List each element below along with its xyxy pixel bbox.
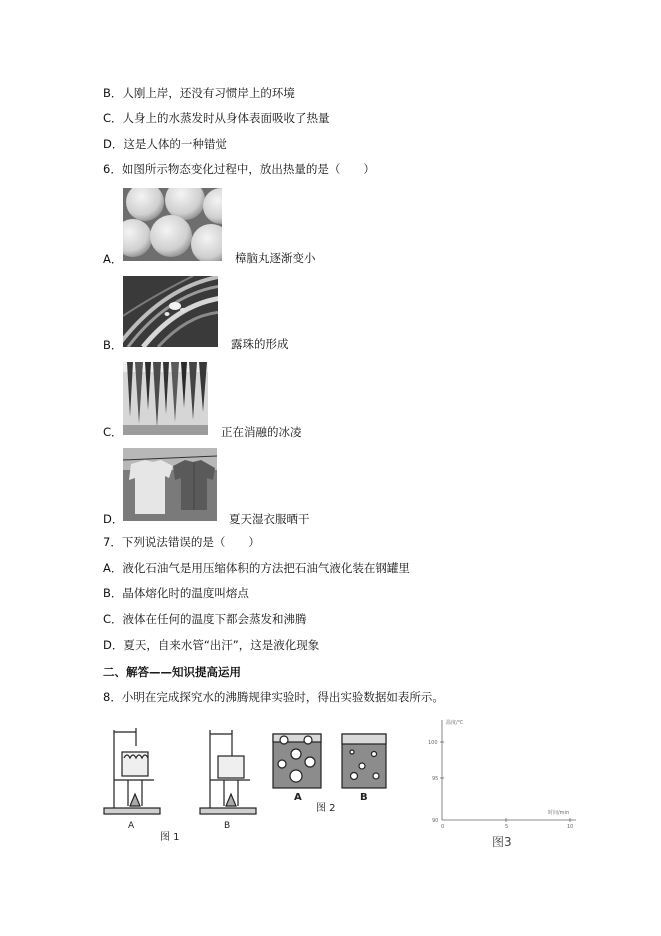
x-axis-label: 时间/min xyxy=(548,810,570,816)
y-tick-90: 90 xyxy=(432,818,439,824)
q8-stem: 8．小明在完成探究水的沸腾规律实验时，得出实验数据如表所示。 xyxy=(103,690,444,704)
q7-stem: 7．下列说法错误的是（ ） xyxy=(103,535,260,549)
q7-option-b: B．晶体熔化时的温度叫熔点 xyxy=(103,586,249,600)
q6-option-c-letter: C． xyxy=(103,425,123,439)
figure-3-caption: 图3 xyxy=(492,835,512,849)
section-title: 二、解答——知识提高运用 xyxy=(103,665,241,679)
figure-1-drawing xyxy=(100,722,270,844)
figure-2 xyxy=(270,730,390,814)
q6-option-d-letter: D． xyxy=(103,512,124,526)
q6-stem: 6．如图所示物态变化过程中，放出热量的是（ ） xyxy=(103,162,375,176)
mothballs-photo xyxy=(123,188,222,261)
q7-option-d: D．夏天，自来水管“出汗”，这是液化现象 xyxy=(103,638,320,652)
dew-photo xyxy=(123,276,218,347)
figure-1-caption: 图 1 xyxy=(160,832,180,843)
q6-option-a-letter: A． xyxy=(103,252,123,266)
q6-option-b-letter: B． xyxy=(103,338,123,352)
figure-2-caption: 图 2 xyxy=(316,803,336,814)
figure-1 xyxy=(100,722,270,844)
x-tick-5: 5 xyxy=(505,824,509,830)
q6-option-c-caption: 正在消融的冰凌 xyxy=(221,425,302,439)
clothes-photo xyxy=(123,448,217,521)
q5-option-c: C．人身上的水蒸发时从身体表面吸收了热量 xyxy=(103,111,330,125)
figure-2-drawing xyxy=(270,730,390,814)
q7-option-a: A．液化石油气是用压缩体积的方法把石油气液化装在钢罐里 xyxy=(103,561,410,575)
q5-option-b: B．人刚上岸，还没有习惯岸上的环境 xyxy=(103,86,295,100)
figure-3 xyxy=(420,714,582,850)
figure-1-label-a: A xyxy=(128,821,135,831)
y-tick-100: 100 xyxy=(428,740,438,746)
figure-2-label-b: B xyxy=(360,792,368,803)
figure-2-label-a: A xyxy=(294,792,302,803)
x-tick-0: 0 xyxy=(441,824,445,830)
q5-option-d: D．这是人体的一种错觉 xyxy=(103,137,227,151)
q6-option-a-caption: 樟脑丸逐渐变小 xyxy=(235,251,316,265)
icicles-photo xyxy=(123,362,208,435)
q6-option-d-caption: 夏天湿衣服晒干 xyxy=(229,512,310,526)
q7-option-c: C．液体在任何的温度下都会蒸发和沸腾 xyxy=(103,612,307,626)
figure-3-graph xyxy=(420,714,582,850)
y-axis-label: 温度/℃ xyxy=(446,720,464,726)
y-tick-95: 95 xyxy=(432,776,439,782)
x-tick-10: 10 xyxy=(567,824,574,830)
figure-1-label-b: B xyxy=(224,821,231,831)
q6-option-b-caption: 露珠的形成 xyxy=(231,337,289,351)
